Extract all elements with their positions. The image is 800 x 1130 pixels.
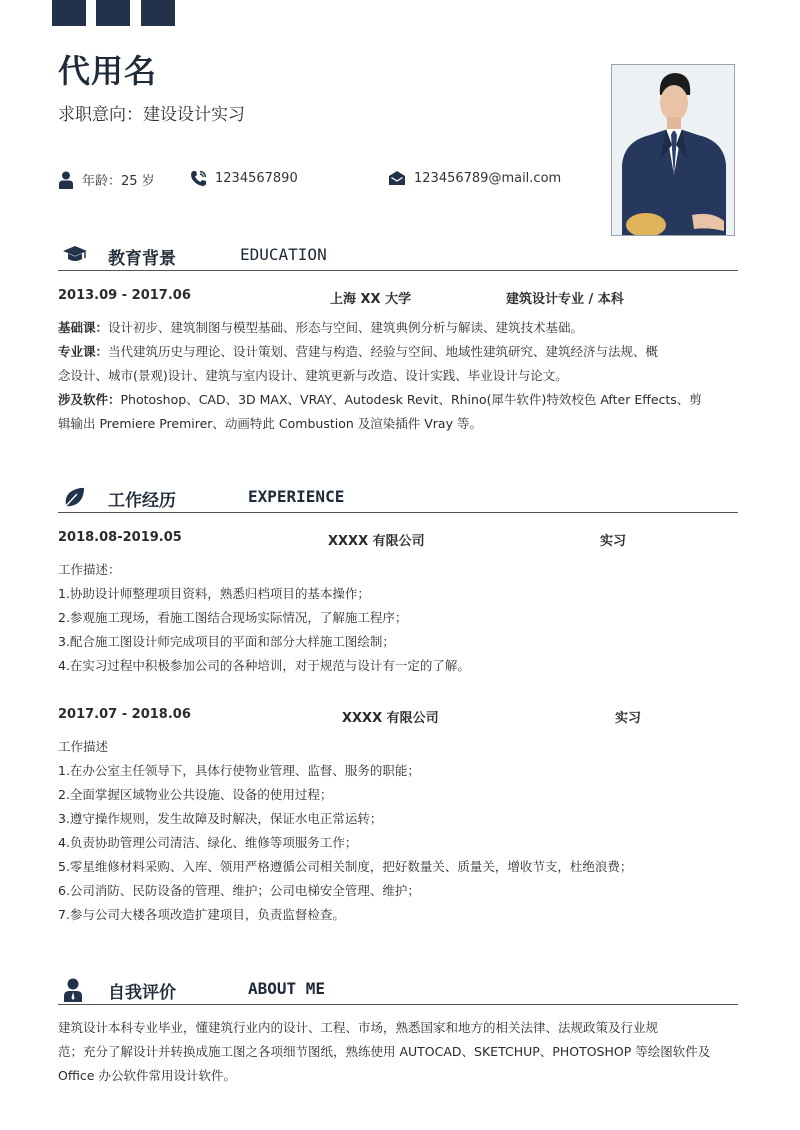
education-header (58, 242, 738, 271)
major-course-text-1: 当代建筑历史与理论、设计策划、营建与构造、经验与空间、地域性建筑研究、建筑经济与法规、概 (108, 344, 659, 359)
email-text: 123456789@mail.com (414, 170, 562, 186)
education-details (58, 316, 740, 436)
software-text-2: 辑输出 Premiere Premirer、动画特此 Combustion 及渲染插件 Vray 等。 (58, 416, 482, 431)
about-text (58, 1016, 740, 1088)
person-icon (58, 171, 74, 189)
leaf-icon (62, 486, 86, 508)
education-title-en: EDUCATION (240, 245, 327, 264)
top-block-1 (52, 0, 86, 26)
list-item: 6.公司消防、民防设备的管理、维护；公司电梯安全管理、维护； (58, 883, 420, 898)
list-item: 2.参观施工现场，看施工图结合现场实际情况，了解施工程序； (58, 610, 408, 625)
about-line-1: 建筑设计本科专业毕业，懂建筑行业内的设计、工程、市场，熟悉国家和地方的相关法律、法规政策及行业规 (58, 1020, 659, 1035)
experience-header (58, 484, 738, 513)
list-item: 1.协助设计师整理项目资料，熟悉归档项目的基本操作； (58, 586, 370, 601)
list-item: 3.遵守操作规则，发生故障及时解决，保证水电正常运转； (58, 811, 383, 826)
software-label: 涉及软件： (58, 392, 121, 407)
about-title-cn: 自我评价 (108, 983, 176, 1003)
resume-name: 代用名 (58, 52, 158, 90)
job-2-date: 2017.07 - 2018.06 (58, 707, 191, 722)
job-1-role: 实习 (600, 534, 627, 549)
education-school: 上海 XX 大学 (330, 292, 412, 307)
job-intent-label: 求职意向： (58, 105, 143, 125)
profile-photo (611, 64, 735, 236)
experience-title-cn: 工作经历 (108, 491, 176, 511)
phone-text: 1234567890 (215, 171, 298, 186)
list-item: 2.全面掌握区域物业公共设施、设备的使用过程； (58, 787, 333, 802)
job-1-company: XXXX 有限公司 (328, 534, 425, 549)
profile-photo-illustration (612, 65, 734, 235)
job-2-role: 实习 (615, 711, 642, 726)
top-block-3 (141, 0, 175, 26)
job-1-date: 2018.08-2019.05 (58, 530, 182, 545)
about-title-en: ABOUT ME (248, 979, 326, 998)
list-item: 5.零星维修材料采购、入库、领用严格遵循公司相关制度，把好数量关、质量关，增收节支，杜绝浪费； (58, 859, 633, 874)
age-text: 年龄：25 岁 (82, 174, 155, 189)
job-2-description (58, 735, 740, 927)
list-item: 4.负责协助管理公司清洁、绿化、维修等项服务工作； (58, 835, 358, 850)
job-intent (58, 100, 245, 125)
phone-info (190, 170, 298, 187)
age-info (58, 170, 155, 189)
list-item: 7.参与公司大楼各项改造扩建项目，负责监督检查。 (58, 907, 345, 922)
about-line-2: 范；充分了解设计并转换成施工图之各项细节图纸，熟练使用 AUTOCAD、SKETCHUP、PHOTOSHOP 等绘图软件及 (58, 1044, 711, 1059)
top-block-2 (96, 0, 130, 26)
education-major: 建筑设计专业 / 本科 (506, 292, 624, 307)
job-1-description (58, 558, 740, 678)
software-line (58, 388, 740, 412)
basic-course-label: 基础课： (58, 320, 109, 335)
education-title-cn: 教育背景 (108, 249, 176, 269)
mail-icon (388, 170, 406, 186)
job-2-desc-label: 工作描述 (58, 739, 109, 754)
education-date: 2013.09 - 2017.06 (58, 288, 191, 303)
graduation-cap-icon (62, 244, 88, 264)
basic-course-line (58, 316, 740, 340)
list-item: 1.在办公室主任领导下，具体行使物业管理、监督、服务的职能； (58, 763, 420, 778)
list-item: 4.在实习过程中积极参加公司的各种培训，对于规范与设计有一定的了解。 (58, 658, 470, 673)
user-icon (62, 978, 84, 1002)
job-intent-value: 建设设计实习 (143, 105, 245, 125)
about-header (58, 976, 738, 1005)
about-line-3: Office 办公软件常用设计软件。 (58, 1068, 236, 1083)
major-course-text-2: 念设计、城市(景观)设计、建筑与室内设计、建筑更新与改造、设计实践、毕业设计与论文。 (58, 368, 568, 383)
phone-icon (190, 170, 207, 187)
major-course-line (58, 340, 740, 364)
job-1-desc-label: 工作描述： (58, 562, 121, 577)
email-info (388, 170, 561, 186)
experience-title-en: EXPERIENCE (248, 487, 345, 506)
basic-course-text: 设计初步、建筑制图与模型基础、形态与空间、建筑典例分析与解读、建筑技术基础。 (108, 320, 584, 335)
software-text-1: Photoshop、CAD、3D MAX、VRAY、Autodesk Revit、Rhino(犀牛软件)特效校色 After Effects、剪 (120, 392, 702, 407)
list-item: 3.配合施工图设计师完成项目的平面和部分大样施工图绘制； (58, 634, 395, 649)
major-course-label: 专业课： (58, 344, 109, 359)
job-2-company: XXXX 有限公司 (342, 711, 439, 726)
